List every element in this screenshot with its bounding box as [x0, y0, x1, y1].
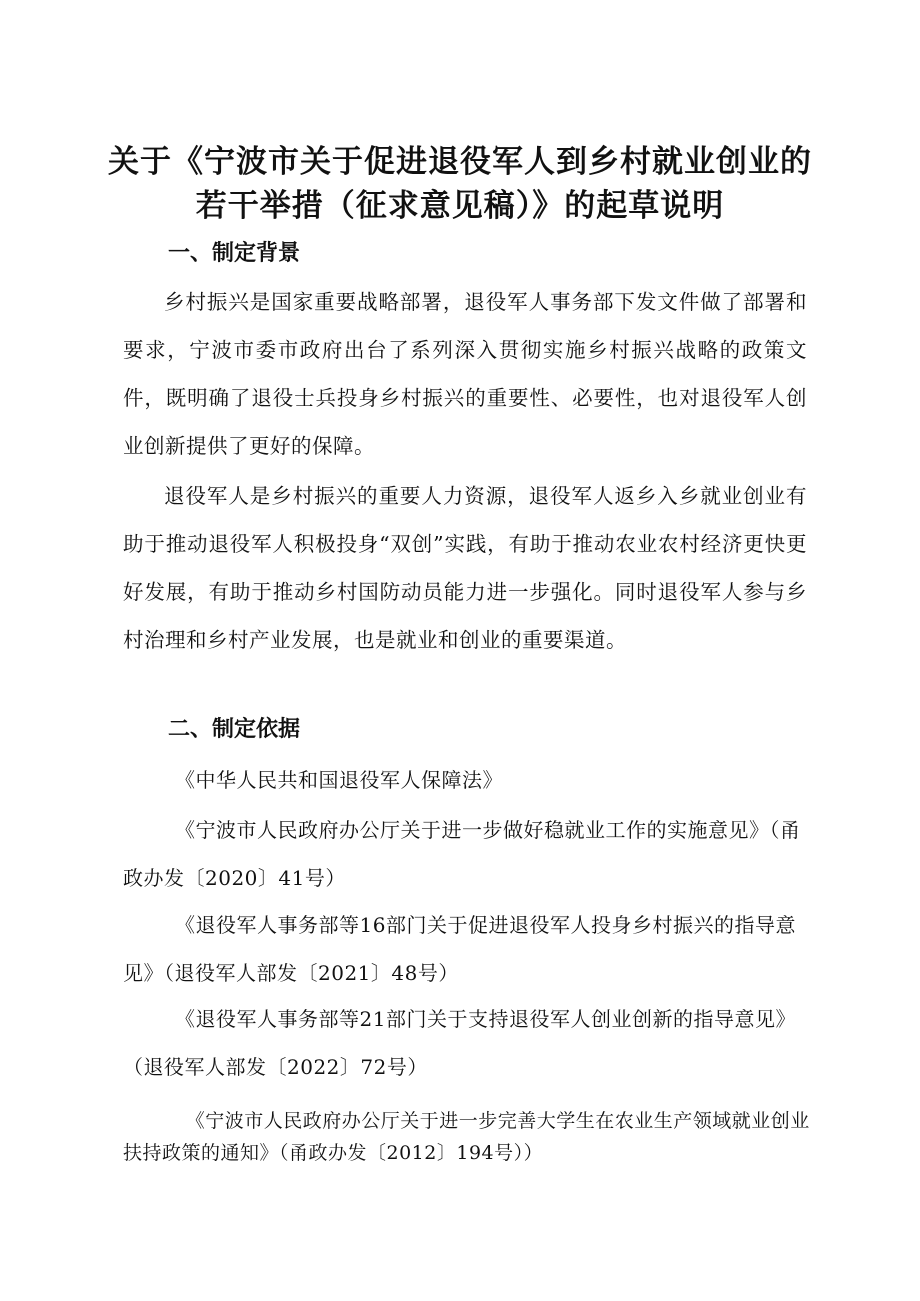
reference-item: 《中华人民共和国退役军人保障法》	[175, 768, 503, 792]
paragraph-background-2: 退役军人是乡村振兴的重要人力资源，退役军人返乡入乡就业创业有助于推动退役军人积极投身“双创”实践，有助于推动农业农村经济更快更好发展，有助于推动乡村国防动员能力进一步强化。同时退役军人参与乡村治理和乡村产业发展，也是就业和创业的重要渠道。	[123, 484, 807, 652]
document-title-line-1: 关于《宁波市关于促进退役军人到乡村就业创业的	[108, 144, 812, 180]
section-heading-basis: 二、制定依据	[168, 717, 301, 742]
reference-item: 《宁波市人民政府办公厅关于进一步做好稳就业工作的实施意见》（甬政办发〔2020〕41号）	[123, 818, 801, 890]
section-heading-background: 一、制定背景	[168, 241, 301, 266]
reference-item: 《宁波市人民政府办公厅关于进一步完善大学生在农业生产领域就业创业扶持政策的通知》（甬政办发〔2012〕194号））	[123, 1110, 810, 1164]
reference-item: 《退役军人事务部等21部门关于支持退役军人创业创新的指导意见》（退役军人部发〔2022〕72号）	[123, 1007, 796, 1079]
document-title-line-2: 若干举措（征求意见稿）》的起草说明	[195, 188, 725, 224]
reference-item: 《退役军人事务部等16部门关于促进退役军人投身乡村振兴的指导意见》（退役军人部发〔2021〕48号）	[123, 913, 796, 985]
paragraph-background-1: 乡村振兴是国家重要战略部署，退役军人事务部下发文件做了部署和要求，宁波市委市政府出台了系列深入贯彻实施乡村振兴战略的政策文件，既明确了退役士兵投身乡村振兴的重要性、必要性，也对退役军人创业创新提供了更好的保障。	[123, 290, 807, 458]
